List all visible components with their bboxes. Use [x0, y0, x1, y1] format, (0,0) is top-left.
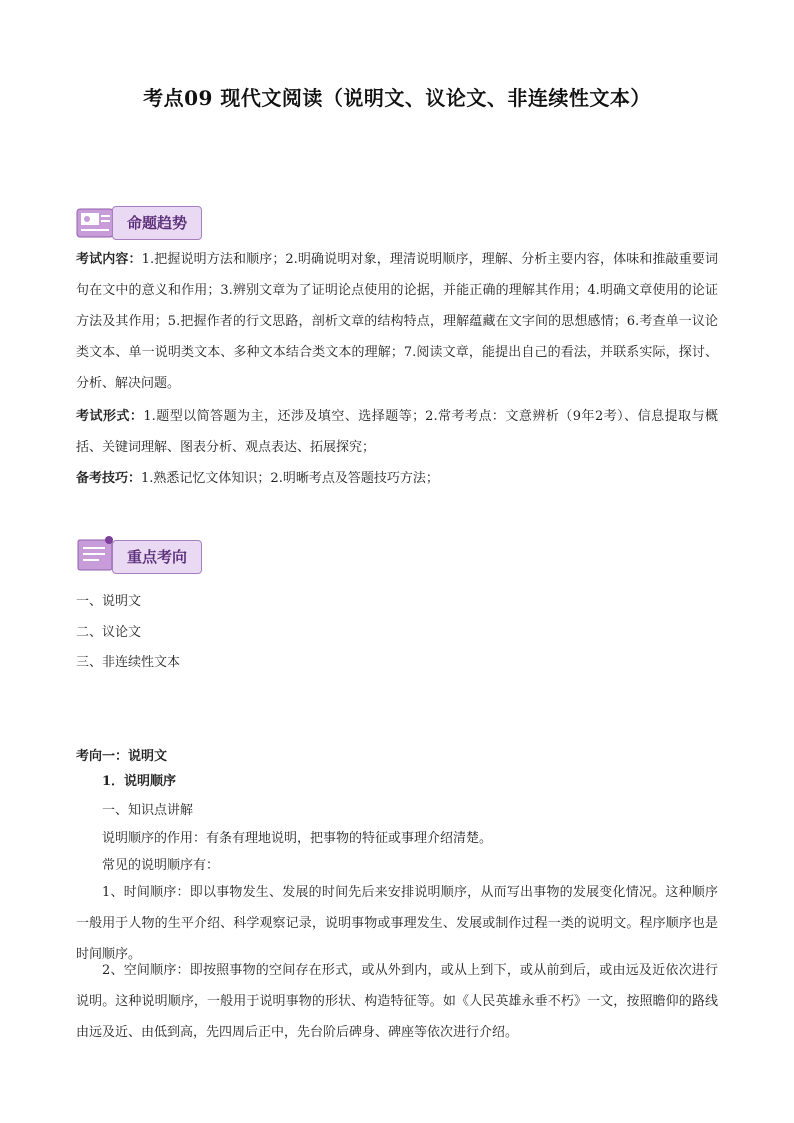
subheading-knowledge: 一、知识点讲解: [102, 803, 194, 818]
focus-item: 一、说明文: [76, 594, 142, 609]
exam-content-label: 考试内容：: [76, 252, 142, 267]
common-orders-intro: 常见的说明顺序有：: [102, 858, 220, 873]
exam-content-text: 1.把握说明方法和顺序；2.明确说明对象，理清说明顺序，理解、分析主要内容，体味和推敲重要词句在文中的意义和作用；3.辨别文章为了证明论点使用的论据，并能正确的理解其作用；4.明确文章使用的论证方法及其作用；5.把握作者的行文思路，剖析文章的结构特点，理解蕴藏在文字间的思想感情；6.考查单一议论类文本、单一说明类文本、多种文本结合类文本的理解；7.阅读文章，能提出自己的看法，并联系实际，探讨、分析、解决问题。: [76, 252, 718, 391]
prep-tips-text: 1.熟悉记忆文体知识；2.明晰考点及答题技巧方法；: [141, 471, 439, 486]
exam-form-paragraph: [76, 401, 718, 463]
sticky-note-icon: [76, 534, 116, 574]
section-badge-focus: [76, 538, 216, 578]
exam-content-paragraph: [76, 244, 718, 399]
direction-heading: 考向一：说明文: [76, 749, 168, 764]
exam-form-label: 考试形式：: [76, 409, 144, 424]
focus-item: 三、非连续性文本: [76, 655, 181, 670]
prep-tips-label: 备考技巧：: [76, 471, 142, 486]
section-label: 命题趋势: [112, 206, 202, 240]
order-purpose-text: 说明顺序的作用：有条有理地说明，把事物的特征或事理介绍清楚。: [102, 831, 493, 846]
time-order-paragraph: 1、时间顺序：即以事物发生、发展的时间先后来安排说明顺序，从而写出事物的发展变化情况。这种顺序一般用于人物的生平介绍、科学观察记录，说明事物或事理发生、发展或制作过程一类的说明文。程序顺序也是时间顺序。: [76, 885, 718, 962]
subheading-order: 1．说明顺序: [102, 774, 177, 789]
prep-tips-paragraph: [76, 463, 718, 494]
exam-form-text: 1.题型以简答题为主，还涉及填空、选择题等；2.常考考点：文意辨析（9年2考）、信息提取与概括、关键词理解、图表分析、观点表达、拓展探究；: [76, 409, 718, 455]
section-badge-trends: [76, 204, 216, 244]
section-label: 重点考向: [112, 540, 202, 574]
page-title: 考点09 现代文阅读（说明文、议论文、非连续性文本）: [143, 86, 651, 110]
space-order-paragraph: 2、空间顺序：即按照事物的空间存在形式，或从外到内，或从上到下，或从前到后，或由远及近依次进行说明。这种说明顺序，一般用于说明事物的形状、构造特征等。如《人民英雄永垂不朽》一文，按照瞻仰的路线由远及近、由低到高，先四周后正中，先台阶后碑身、碑座等依次进行介绍。: [76, 963, 718, 1040]
presentation-icon: [76, 206, 116, 240]
focus-item: 二、议论文: [76, 625, 142, 640]
